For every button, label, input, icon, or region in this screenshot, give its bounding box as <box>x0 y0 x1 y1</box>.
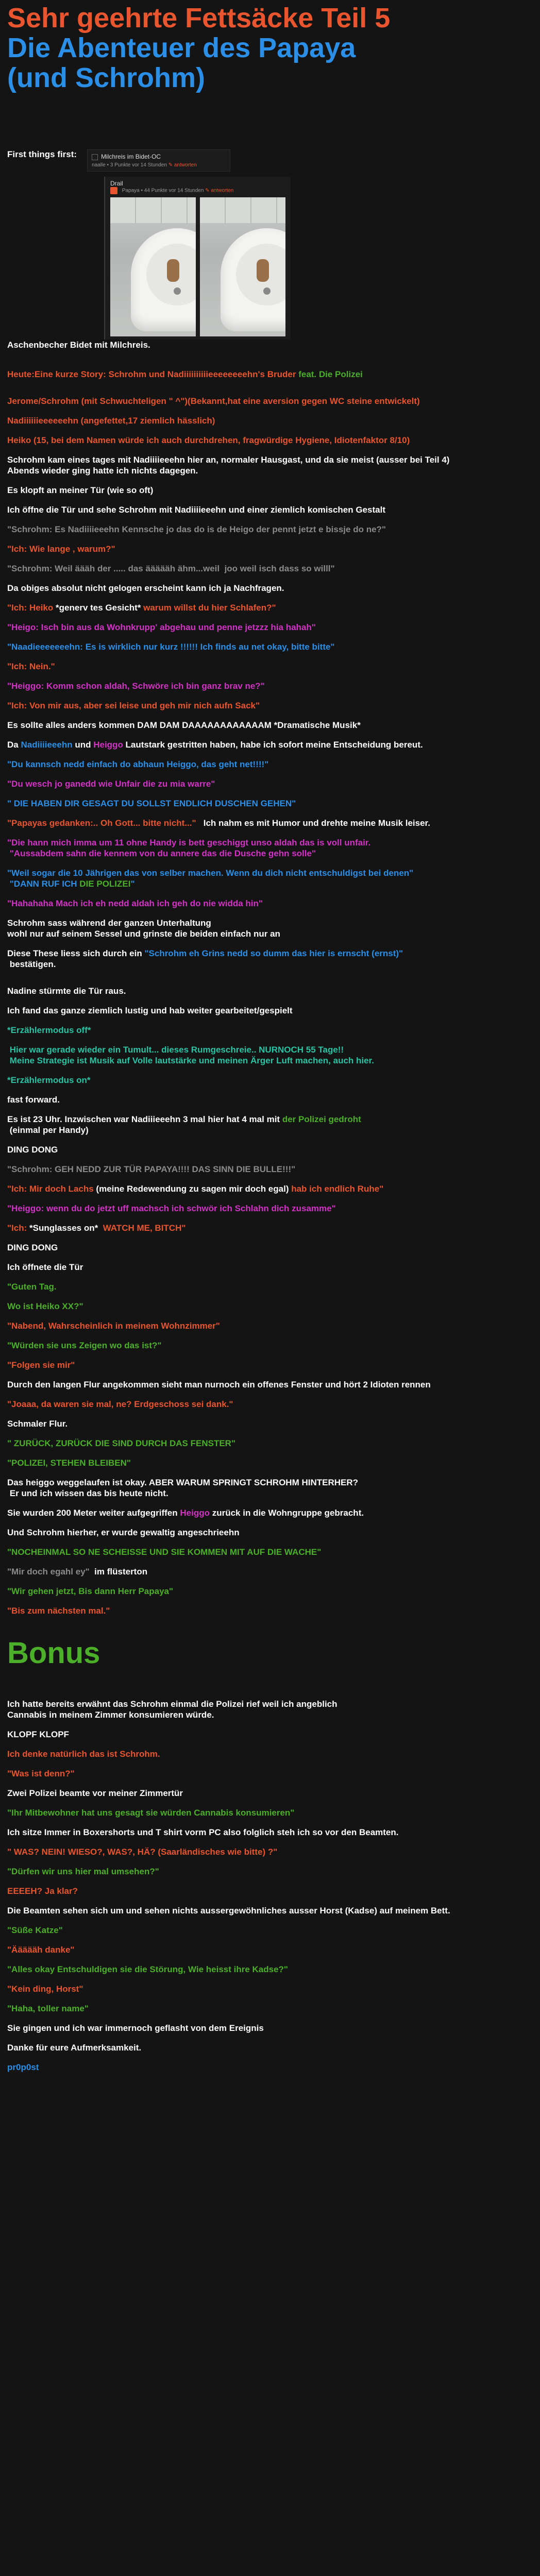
text-line <box>7 1320 533 1331</box>
spacer <box>7 731 533 739</box>
text-segment: "Kein ding, Horst" <box>7 1984 83 1994</box>
text-line <box>7 1964 533 1975</box>
text-segment: "Folgen sie mir" <box>7 1360 75 1370</box>
text-segment: Da <box>7 740 21 750</box>
bonus-heading: Bonus <box>7 1636 100 1670</box>
spacer <box>7 1518 533 1527</box>
text-segment: "Ich: <box>7 1223 30 1233</box>
text-segment: Diese These liess sich durch ein <box>7 948 145 958</box>
spacer <box>7 1105 533 1114</box>
text-segment: Heiggo <box>180 1508 210 1518</box>
text-segment: wohl nur auf seinem Sessel und grinste die beiden einfach nur an <box>7 929 280 939</box>
text-segment: zurück in die Wohngruppe gebracht. <box>209 1508 364 1518</box>
text-segment: " <box>130 879 135 889</box>
text-segment: feat. Die Polizei <box>298 369 363 379</box>
text-segment: Nadiiiieeehn <box>21 740 73 750</box>
spacer <box>7 1896 533 1905</box>
text-segment: Nadine stürmte die Tür raus. <box>7 986 126 996</box>
text-line <box>7 1846 533 1857</box>
text-line <box>7 1866 533 1877</box>
spacer <box>7 889 533 898</box>
text-segment: im flüsterton <box>89 1567 148 1577</box>
text-line <box>7 759 533 770</box>
text-line <box>7 1114 533 1125</box>
spacer <box>7 476 533 485</box>
text-line <box>7 1340 533 1351</box>
text-line <box>7 544 533 554</box>
text-line <box>7 1418 533 1429</box>
text-line <box>7 837 533 848</box>
post-card-title[interactable]: Milchreis im Bidet-OC <box>101 153 161 160</box>
text-line <box>7 1944 533 1955</box>
text-segment: "Bis zum nächsten mal." <box>7 1606 110 1616</box>
spacer <box>7 652 533 661</box>
text-line <box>7 2003 533 2014</box>
text-segment: "Du kannsch nedd einfach do abhaun Heiggo, das geht net!!!!" <box>7 759 269 769</box>
text-segment: *Erzählermodus on* <box>7 1075 91 1085</box>
spacer <box>7 515 533 524</box>
spacer <box>7 1429 533 1438</box>
text-segment: Sie wurden 200 Meter weiter aufgegriffen <box>7 1508 180 1518</box>
text-segment: Nadiiiiiieeeeeehn (angefettet,17 ziemlich hässlich) <box>7 416 215 426</box>
text-segment: "POLIZEI, STEHEN BLEIBEN" <box>7 1458 131 1468</box>
title-line-1: Sehr geehrte Fettsäcke Teil 5 <box>7 3 391 33</box>
spacer <box>7 750 533 759</box>
spacer <box>7 1036 533 1044</box>
spacer <box>7 1410 533 1418</box>
spacer <box>7 406 533 415</box>
text-line <box>7 1223 533 1233</box>
post-card[interactable] <box>87 149 230 172</box>
text-line <box>7 948 533 959</box>
spacer <box>7 554 533 563</box>
spacer <box>7 1577 533 1586</box>
text-segment: Jerome/Schrohm (mit Schwuchteligen " ^")(Bekannt,hat eine aversion gegen WC steine entwickelt) <box>7 396 420 406</box>
spacer <box>7 574 533 583</box>
text-line <box>7 1488 533 1499</box>
spacer <box>7 859 533 868</box>
text-line <box>7 1729 533 1740</box>
text-segment: "Äääääh danke" <box>7 1945 75 1955</box>
text-segment: Schmaler Flur. <box>7 1419 68 1429</box>
text-line <box>7 1075 533 1086</box>
text-line <box>7 1507 533 1518</box>
text-segment: "Süße Katze" <box>7 1925 63 1935</box>
text-segment: fast forward. <box>7 1095 60 1105</box>
text-segment: "Alles okay Entschuldigen sie die Störung, Wie heisst ihre Kadse?" <box>7 1964 288 1974</box>
text-segment: "Guten Tag. <box>7 1282 57 1292</box>
spacer <box>7 1538 533 1547</box>
text-segment: "Papayas gedanken:.. Oh Gott... bitte nicht..." <box>7 818 196 828</box>
text-segment: Ich sitze Immer in Boxershorts und T shirt vorm PC also folglich steh ich so vor den Beamten. <box>7 1827 399 1837</box>
text-line <box>7 700 533 711</box>
text-segment: "Du wesch jo ganedd wie Unfair die zu mia warre" <box>7 779 215 789</box>
text-line <box>7 504 533 515</box>
text-segment: (einmal per Handy) <box>7 1125 89 1135</box>
spacer <box>7 1086 533 1094</box>
spacer <box>7 1253 533 1262</box>
text-line <box>7 661 533 672</box>
text-segment: " WAS? NEIN! WIESO?, WAS?, HÄ? (Saarländisches wie bitte) ?" <box>7 1847 278 1857</box>
text-segment: "Schrohm: GEH NEDD ZUR TÜR PAPAYA!!!! DAS SINN DIE BULLE!!!" <box>7 1164 296 1174</box>
spacer <box>7 1390 533 1399</box>
text-line <box>7 622 533 633</box>
text-segment: "Hahahaha Mach ich eh nedd aldah ich geh do nie widda hin" <box>7 899 263 908</box>
text-segment: Er und ich wissen das bis heute nicht. <box>7 1488 168 1498</box>
spacer <box>7 1273 533 1281</box>
title-line-2: Die Abenteuer des Papaya <box>7 32 356 63</box>
spacer <box>7 1312 533 1320</box>
text-segment: Schrohm kam eines tages mit Nadiiiieeehn hier an, normaler Hausgast, und da sie meist (ausser bei Teil 4) <box>7 455 450 465</box>
spacer <box>7 1214 533 1223</box>
text-segment: Sie gingen und ich war immernoch geflasht von dem Ereignis <box>7 2023 264 2033</box>
text-segment: "Aussabdem sahn die kennem von du annere das die Dusche gehn solle" <box>7 849 316 858</box>
text-line <box>7 818 533 828</box>
text-segment: DIE POLIZEI <box>79 879 131 889</box>
spacer <box>7 1370 533 1379</box>
text-segment: "Wir gehen jetzt, Bis dann Herr Papaya" <box>7 1586 174 1596</box>
bidet-photo-right[interactable] <box>200 197 285 336</box>
text-segment: "Schrohm eh Grins nedd so dumm das hier is ernscht (ernst)" <box>144 948 403 958</box>
text-line <box>7 681 533 691</box>
spacer <box>7 1916 533 1925</box>
text-line <box>7 435 533 446</box>
spacer <box>7 996 533 1005</box>
spacer <box>7 1136 533 1144</box>
post-card-reply-link[interactable]: ✎ antworten <box>168 162 197 168</box>
spacer <box>7 1857 533 1866</box>
spacer <box>7 1877 533 1886</box>
text-line <box>7 1005 533 1016</box>
text-segment: "Heiggo: wenn du do jetzt uff machsch ich schwör ich Schlahn dich zusamme" <box>7 1204 336 1213</box>
post-card-user[interactable]: naalle <box>92 162 106 168</box>
text-line <box>7 918 533 928</box>
text-segment: *generv tes Gesicht* <box>56 603 144 613</box>
post-icon <box>92 154 98 160</box>
title-line-3: (und Schrohm) <box>7 62 205 93</box>
text-segment: (meine Redewendung zu sagen mir doch egal) <box>96 1184 292 1194</box>
spacer <box>7 446 533 454</box>
text-line <box>7 1788 533 1799</box>
text-line <box>7 928 533 939</box>
text-segment: Heute:Eine kurze Story: Schrohm und Nadiiiiiiiiiieeeeeeeehn's Bruder <box>7 369 299 379</box>
text-segment: "Weil sogar die 10 Jährigen das von selber machen. Wenn du dich nicht entschuldigst bei denen" <box>7 868 414 878</box>
photo-row <box>110 197 285 336</box>
text-segment: Und Schrohm hierher, er wurde gewaltig angeschrieehn <box>7 1528 240 1537</box>
text-line <box>7 778 533 789</box>
text-line <box>7 1262 533 1273</box>
text-line <box>7 720 533 731</box>
text-segment: Ich fand das ganze ziemlich lustig und hab weiter gearbeitet/gespielt <box>7 1006 293 1015</box>
reply-link[interactable]: ✎ antworten <box>205 188 234 194</box>
text-line <box>7 1164 533 1175</box>
spacer <box>7 691 533 700</box>
spacer <box>7 594 533 602</box>
avatar <box>110 187 117 194</box>
first-things-row <box>7 149 533 172</box>
spacer <box>7 1720 533 1729</box>
text-segment: "Ich: Mir doch Lachs <box>7 1184 96 1194</box>
text-line <box>7 1827 533 1838</box>
text-line <box>7 1527 533 1538</box>
text-segment: Ich denke natürlich das ist Schrohm. <box>7 1749 160 1759</box>
text-line <box>7 959 533 970</box>
spacer <box>7 909 533 918</box>
text-line <box>7 465 533 476</box>
text-segment: Lautstark gestritten haben, habe ich sofort meine Entscheidung bereut. <box>123 740 423 750</box>
spacer <box>7 1838 533 1846</box>
text-segment: *Erzählermodus off* <box>7 1025 91 1035</box>
text-line <box>7 1586 533 1597</box>
text-segment: Die Beamten sehen sich um und sehen nichts aussergewöhnliches ausser Horst (Kadse) auf meinem Bett. <box>7 1906 450 1916</box>
text-line <box>7 739 533 750</box>
text-line <box>7 878 533 889</box>
spacer <box>7 1175 533 1183</box>
text-line <box>7 1699 533 1709</box>
text-line <box>7 1094 533 1105</box>
text-line <box>7 1709 533 1720</box>
spacer <box>7 1351 533 1360</box>
text-segment: "Mir doch egahl ey" <box>7 1567 90 1577</box>
spacer <box>7 1331 533 1340</box>
text-segment: "Schrohm: Es Nadiiiieeehn Kennsche jo das do is de Heigo der pennt jetzt e bissje do ne?" <box>7 524 386 534</box>
text-line <box>7 2062 533 2073</box>
text-segment: " ZURÜCK, ZURÜCK DIE SIND DURCH DAS FENSTER" <box>7 1438 236 1448</box>
text-line <box>7 848 533 859</box>
text-segment: bestätigen. <box>7 959 56 969</box>
text-segment: Es ist 23 Uhr. Inzwischen war Nadiiieeehn 3 mal hier hat 4 mal mit <box>7 1114 282 1124</box>
text-segment: DING DONG <box>7 1145 58 1155</box>
text-line <box>7 1547 533 1557</box>
spacer <box>7 426 533 435</box>
text-segment: Hier war gerade wieder ein Tumult... dieses Rumgeschreie.. NURNOCH 55 Tage!! <box>7 1045 344 1055</box>
text-segment: " DIE HABEN DIR GESAGT DU SOLLST ENDLICH DUSCHEN GEHEN" <box>7 799 296 808</box>
spacer <box>7 1557 533 1566</box>
text-line <box>7 524 533 535</box>
text-segment: "Schrohm: Weil äääh der ..... das äääääh ähm...weil joo weil isch dass so willl" <box>7 564 335 573</box>
text-line <box>7 602 533 613</box>
text-segment: Es klopft an meiner Tür (wie so oft) <box>7 485 154 495</box>
text-line <box>7 2042 533 2053</box>
post-card-points: • 3 Punkte vor 14 Stunden <box>107 162 167 168</box>
photo-caption: Aschenbecher Bidet mit Milchreis. <box>7 340 150 350</box>
text-line <box>7 1438 533 1449</box>
spacer <box>7 1994 533 2003</box>
text-line <box>7 1183 533 1194</box>
text-segment: KLOPF KLOPF <box>7 1730 69 1739</box>
spacer <box>7 380 533 396</box>
text-line <box>7 1379 533 1390</box>
text-line <box>7 1242 533 1253</box>
reply-meta <box>110 187 285 194</box>
text-segment: Meine Strategie ist Musik auf Volle lautstärke und meinen Ärger Luft machen, auch hier. <box>7 1056 374 1065</box>
spacer <box>7 1016 533 1025</box>
spacer <box>7 672 533 681</box>
spacer <box>7 1499 533 1507</box>
text-line <box>7 1768 533 1779</box>
text-segment: Heiko (15, bei dem Namen würde ich auch durchdrehen, fragwürdige Hygiene, Idiotenfaktor 8/10) <box>7 435 410 445</box>
spacer <box>7 2014 533 2023</box>
text-line <box>7 563 533 574</box>
spacer <box>7 1759 533 1768</box>
text-segment: Danke für eure Aufmerksamkeit. <box>7 2043 142 2053</box>
spacer <box>7 613 533 622</box>
spacer <box>7 1779 533 1788</box>
spacer <box>7 970 533 986</box>
text-line <box>7 868 533 878</box>
spacer <box>7 2033 533 2042</box>
spacer <box>7 711 533 720</box>
spacer <box>7 1818 533 1827</box>
text-segment: Das heiggo weggelaufen ist okay. ABER WARUM SPRINGT SCHROHM HINTERHER? <box>7 1478 359 1487</box>
text-segment: "Ihr Mitbewohner hat uns gesagt sie würden Cannabis konsumieren" <box>7 1808 295 1818</box>
spacer <box>7 1975 533 1984</box>
text-segment: Heiggo <box>93 740 123 750</box>
text-segment: pr0p0st <box>7 2062 39 2072</box>
spacer <box>7 1936 533 1944</box>
text-segment: Schrohm sass während der ganzen Unterhaltung <box>7 918 211 928</box>
spacer <box>7 1449 533 1458</box>
text-line <box>7 1749 533 1759</box>
text-line <box>7 798 533 809</box>
post-card-meta <box>92 162 226 168</box>
text-segment: "Haha, toller name" <box>7 2004 89 2013</box>
text-segment: "Was ist denn?" <box>7 1769 75 1778</box>
text-segment: Durch den langen Flur angekommen sieht man nurnoch ein offenes Fenster und hört 2 Idioten rennen <box>7 1380 431 1389</box>
text-line <box>7 1984 533 1994</box>
text-segment: "Würden sie uns Zeigen wo das ist?" <box>7 1341 162 1350</box>
text-segment: hab ich endlich Ruhe" <box>291 1184 384 1194</box>
text-segment: Ich nahm es mit Humor und drehte meine Musik leiser. <box>196 818 430 828</box>
spacer <box>7 1194 533 1203</box>
text-line <box>7 1125 533 1136</box>
text-line <box>7 583 533 594</box>
spacer <box>7 1233 533 1242</box>
spacer <box>7 809 533 818</box>
text-line <box>7 396 533 406</box>
spacer <box>7 1955 533 1964</box>
text-line <box>7 1886 533 1896</box>
text-line <box>7 986 533 996</box>
text-segment: warum willst du hier Schlafen?" <box>143 603 276 613</box>
text-segment: "Ich: Von mir aus, aber sei leise und geh mir nich aufn Sack" <box>7 701 260 710</box>
reply-user[interactable]: Papaya <box>122 188 140 194</box>
text-line <box>7 2023 533 2033</box>
text-line <box>7 1477 533 1488</box>
text-segment: Ich öffnete die Tür <box>7 1262 83 1272</box>
text-segment: "Ich: Nein." <box>7 662 55 671</box>
text-segment: "DANN RUF ICH <box>7 879 80 889</box>
spacer <box>7 789 533 798</box>
text-segment: "Heigo: Isch bin aus da Wohnkrupp' abgehau und penne jetzzz hia hahah" <box>7 622 316 632</box>
text-segment: Es sollte alles anders kommen DAM DAM DAAAAAAAAAAAAM *Dramatische Musik* <box>7 720 361 730</box>
text-segment: "NOCHEINMAL SO NE SCHEISSE UND SIE KOMMEN MIT AUF DIE WACHE" <box>7 1547 322 1557</box>
text-segment: Ich hatte bereits erwähnt das Schrohm einmal die Polizei rief weil ich angeblich <box>7 1699 338 1709</box>
text-segment: "Ich: Heiko <box>7 603 56 613</box>
text-segment: Wo ist Heiko XX?" <box>7 1301 83 1311</box>
text-line <box>7 1458 533 1468</box>
text-segment: der Polizei gedroht <box>282 1114 361 1124</box>
spacer <box>7 1597 533 1605</box>
text-line <box>7 1025 533 1036</box>
text-line <box>7 1044 533 1055</box>
text-line <box>7 485 533 496</box>
text-line <box>7 1144 533 1155</box>
reply-card <box>104 177 291 340</box>
text-line <box>7 1905 533 1916</box>
text-line <box>7 1925 533 1936</box>
text-line <box>7 1360 533 1370</box>
text-segment: "Heiggo: Komm schon aldah, Schwöre ich bin ganz brav ne?" <box>7 681 265 691</box>
spacer <box>7 939 533 948</box>
text-line <box>7 1203 533 1214</box>
reply-points: • 44 Punkte vor 14 Stunden <box>141 188 204 194</box>
spacer <box>7 535 533 544</box>
text-line <box>7 1566 533 1577</box>
text-line <box>7 1301 533 1312</box>
text-segment: WATCH ME, BITCH" <box>103 1223 186 1233</box>
text-line <box>7 641 533 652</box>
text-segment: *Sunglasses on* <box>29 1223 103 1233</box>
spacer <box>7 496 533 504</box>
text-segment: und <box>72 740 94 750</box>
spacer <box>7 2053 533 2062</box>
text-segment: "Nabend, Wahrscheinlich in meinem Wohnzimmer" <box>7 1321 220 1331</box>
text-segment: DING DONG <box>7 1243 58 1252</box>
text-line <box>7 1605 533 1616</box>
text-line <box>7 454 533 465</box>
story-text <box>7 369 533 1616</box>
reply-title: Drail <box>110 180 123 187</box>
text-line <box>7 1281 533 1292</box>
spacer <box>7 770 533 778</box>
spacer <box>7 1155 533 1164</box>
text-segment: Da obiges absolut nicht gelogen erscheint kann ich ja Nachfragen. <box>7 583 284 593</box>
bonus-text <box>7 1699 533 2073</box>
text-segment: Abends wieder ging hatte ich nichts dagegen. <box>7 466 198 476</box>
text-line <box>7 1807 533 1818</box>
text-line <box>7 1055 533 1066</box>
spacer <box>7 1292 533 1301</box>
spacer <box>7 828 533 837</box>
spacer <box>7 1468 533 1477</box>
spacer <box>7 1799 533 1807</box>
spacer <box>7 1740 533 1749</box>
text-segment: "Ich: Wie lange , warum?" <box>7 544 115 554</box>
text-segment: "Joaaa, da waren sie mal, ne? Erdgeschoss sei dank." <box>7 1399 233 1409</box>
text-segment: "Dürfen wir uns hier mal umsehen?" <box>7 1867 159 1876</box>
text-segment: Ich öffne die Tür und sehe Schrohm mit Nadiiiieeehn und einer ziemlich komischen Gestalt <box>7 505 385 515</box>
text-segment: Cannabis in meinem Zimmer konsumieren würde. <box>7 1710 214 1720</box>
text-segment: EEEEH? Ja klar? <box>7 1886 78 1896</box>
text-segment: "Die hann mich imma um 11 ohne Handy is bett geschiggt unso aldah das is voll unfair. <box>7 838 371 848</box>
spacer <box>7 633 533 641</box>
text-line <box>7 1399 533 1410</box>
text-segment: Zwei Polizei beamte vor meiner Zimmertür <box>7 1788 183 1798</box>
text-line <box>7 415 533 426</box>
text-line <box>7 369 533 380</box>
text-segment: "Naadieeeeeeehn: Es is wirklich nur kurz !!!!!! Ich finds au net okay, bitte bitte" <box>7 642 335 652</box>
bidet-photo-left[interactable] <box>110 197 196 336</box>
first-things-label: First things first: <box>7 149 77 159</box>
text-line <box>7 898 533 909</box>
spacer <box>7 1066 533 1075</box>
